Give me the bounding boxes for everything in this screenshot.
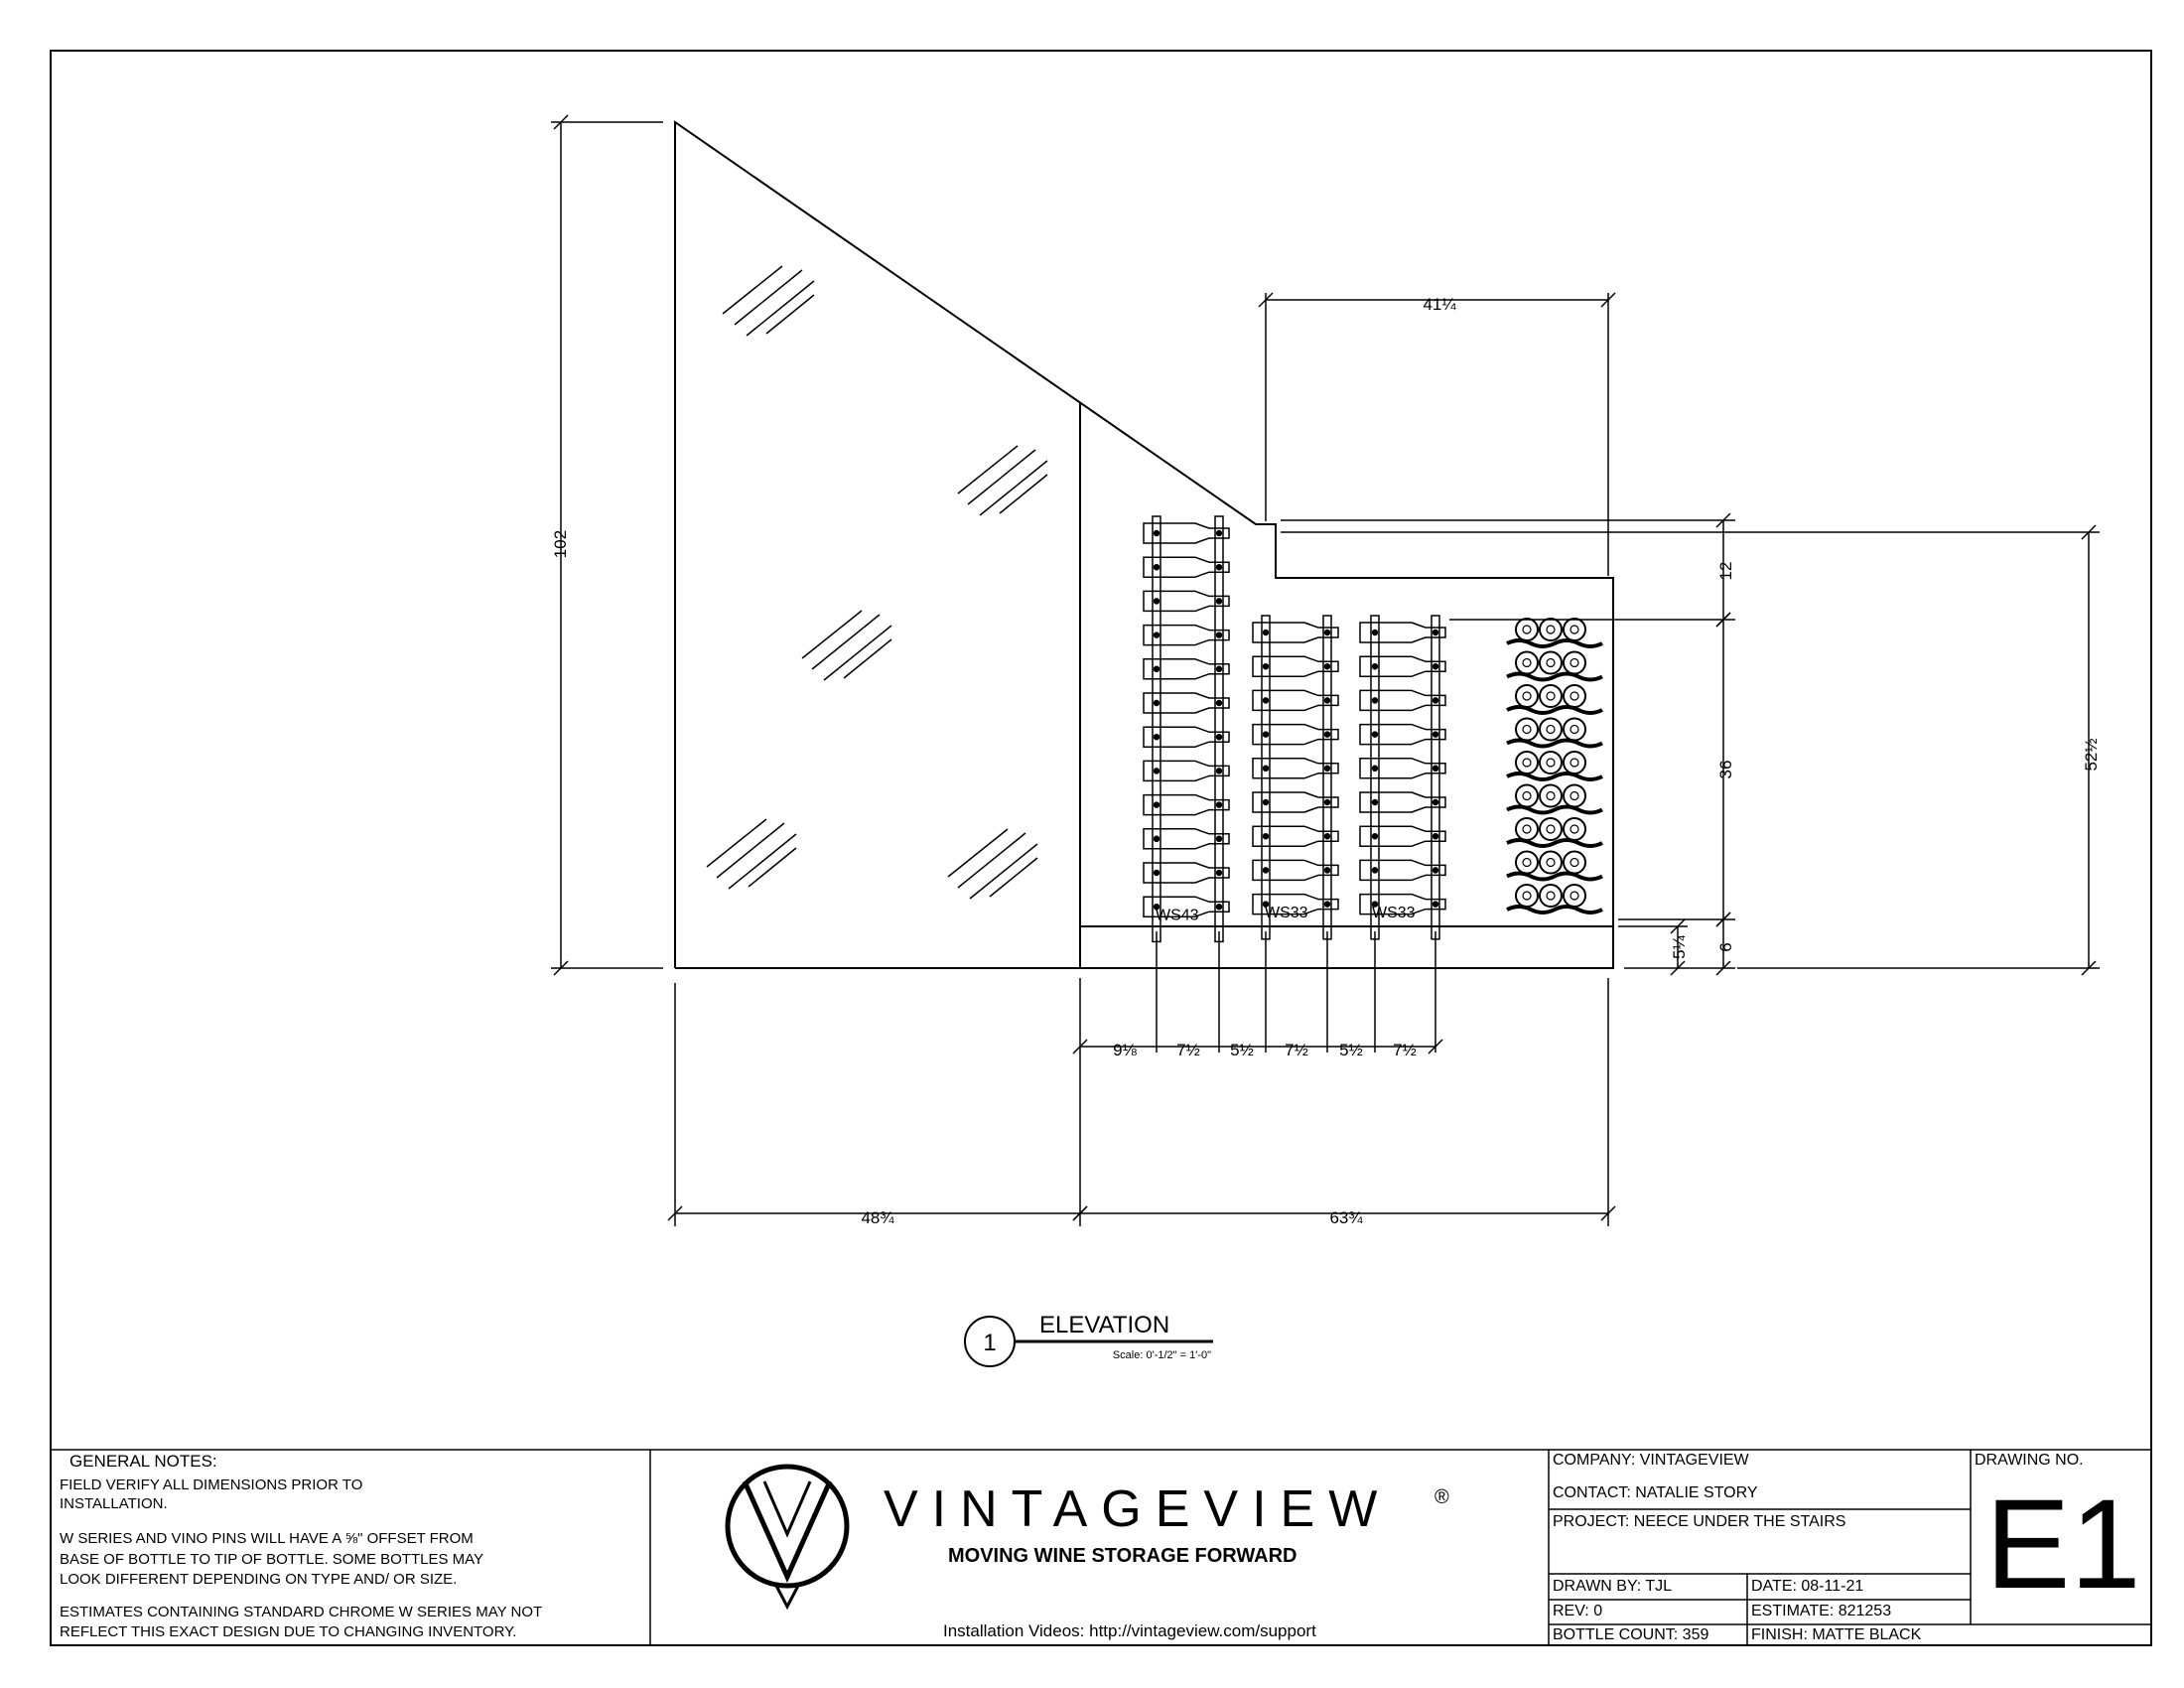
rack-pin [1325, 868, 1330, 873]
rack-pin [1433, 902, 1438, 907]
bottle-end [1564, 685, 1585, 707]
finish-field: FINISH: MATTE BLACK [1751, 1626, 1922, 1643]
bottle-end-inner [1570, 659, 1578, 667]
rack-pin [1264, 766, 1269, 771]
rack-pin [1325, 732, 1330, 737]
dim-spacing-2: 7½ [1176, 1041, 1200, 1059]
callout-scale: Scale: 0'-1/2" = 1'-0" [1112, 1349, 1211, 1361]
dim-spacing-3: 5½ [1230, 1041, 1254, 1059]
rack-pin [1217, 599, 1222, 604]
rack-pin [1217, 871, 1222, 876]
bottle-end [1564, 818, 1585, 840]
rack-pin [1433, 698, 1438, 703]
bottle-end [1540, 852, 1562, 874]
drawing-number: E1 [1985, 1474, 2141, 1616]
bottle-end-inner [1547, 759, 1555, 767]
rack-label: WS33 [1265, 904, 1308, 921]
rack-pin [1264, 834, 1269, 839]
rack-label: WS33 [1372, 904, 1416, 921]
bottle-end-inner [1570, 825, 1578, 833]
rack-pin [1217, 802, 1222, 807]
rack-pin [1433, 868, 1438, 873]
bottle-end [1540, 785, 1562, 807]
rack-pin [1155, 836, 1160, 841]
dim-right-small: 5¼ [1670, 935, 1689, 959]
bottle-end [1540, 685, 1562, 707]
rack-pin [1325, 631, 1330, 635]
cube-divider [1507, 807, 1602, 813]
bottle-end-inner [1570, 759, 1578, 767]
cube-divider [1507, 907, 1602, 913]
rack-pin [1264, 868, 1269, 873]
bottle-end [1516, 619, 1538, 640]
bottle-end-inner [1523, 892, 1531, 900]
drawing-no-label: DRAWING NO. [1975, 1452, 2084, 1469]
bottle-end [1516, 785, 1538, 807]
bottle-end [1516, 652, 1538, 674]
bottle-end [1540, 818, 1562, 840]
rev-field: REV: 0 [1553, 1603, 1603, 1619]
rack-pin [1433, 664, 1438, 669]
rack-label: WS43 [1156, 907, 1199, 924]
rack-pin [1217, 735, 1222, 740]
bottle-end [1564, 785, 1585, 807]
rack-pin [1155, 531, 1160, 536]
rack-pin [1373, 732, 1378, 737]
bottle-end-inner [1547, 792, 1555, 800]
bottle-end [1564, 652, 1585, 674]
rack-pin [1155, 802, 1160, 807]
notes-line-4: BASE OF BOTTLE TO TIP OF BOTTLE. SOME BOTTLES MAY [60, 1551, 484, 1568]
contact-field: CONTACT: NATALIE STORY [1553, 1484, 1758, 1501]
bottle-end-inner [1523, 825, 1531, 833]
bottle-end [1564, 719, 1585, 741]
bottle-count-field: BOTTLE COUNT: 359 [1553, 1626, 1709, 1643]
dim-spacing-4: 7½ [1285, 1041, 1308, 1059]
rack-pin [1155, 871, 1160, 876]
bottle-end-inner [1547, 626, 1555, 633]
wine-rack-2 [1253, 616, 1338, 939]
rack-pin [1217, 531, 1222, 536]
bottle-end-inner [1523, 659, 1531, 667]
bottle-end-inner [1547, 859, 1555, 867]
dim-spacing-1: 9⅛ [1113, 1041, 1137, 1059]
rack-pin [1155, 735, 1160, 740]
bottle-end [1516, 719, 1538, 741]
bottle-end-inner [1547, 659, 1555, 667]
bottle-end [1540, 752, 1562, 774]
registered-mark: ® [1434, 1486, 1449, 1508]
callout-title: ELEVATION [1039, 1312, 1170, 1338]
bottle-end-inner [1523, 759, 1531, 767]
rack-pin [1155, 633, 1160, 637]
rack-pin [1264, 631, 1269, 635]
project-field: PROJECT: NEECE UNDER THE STAIRS [1553, 1513, 1846, 1530]
bottle-end [1564, 619, 1585, 640]
rack-pin [1155, 666, 1160, 671]
rack-pin [1217, 701, 1222, 706]
dim-spacing-6: 7½ [1393, 1041, 1417, 1059]
dim-right-upper: 12 [1716, 561, 1735, 581]
rack-pin [1264, 732, 1269, 737]
rack-pin [1155, 769, 1160, 774]
bottle-end [1516, 685, 1538, 707]
dim-right-total: 52½ [2082, 738, 2101, 772]
notes-line-7: REFLECT THIS EXACT DESIGN DUE TO CHANGING INVENTORY. [60, 1623, 517, 1640]
bottle-end [1516, 852, 1538, 874]
wine-rack-1 [1144, 516, 1229, 941]
rack-post [1153, 516, 1160, 941]
dim-total-height: 102 [551, 529, 570, 559]
bottle-end [1564, 852, 1585, 874]
drawn-by-field: DRAWN BY: TJL [1553, 1578, 1673, 1595]
bottle-end [1516, 752, 1538, 774]
cube-divider [1507, 840, 1602, 846]
rack-pin [1325, 664, 1330, 669]
bottle-end-inner [1547, 692, 1555, 700]
bottle-end [1540, 619, 1562, 640]
bottle-end-inner [1570, 726, 1578, 734]
elevation-callout [965, 1312, 1213, 1366]
bottle-end [1540, 719, 1562, 741]
rack-pin [1373, 868, 1378, 873]
dim-right-lower: 6 [1716, 942, 1735, 952]
bottle-end-inner [1570, 792, 1578, 800]
bottle-end [1564, 885, 1585, 907]
brand-tagline: MOVING WINE STORAGE FORWARD [948, 1545, 1297, 1567]
notes-line-3: W SERIES AND VINO PINS WILL HAVE A ⅝" OFFSET FROM [60, 1530, 474, 1547]
cube-bottle-rack [1507, 619, 1602, 913]
rack-pin [1373, 800, 1378, 805]
rack-pin [1373, 664, 1378, 669]
cube-divider [1507, 640, 1602, 646]
rack-pin [1373, 631, 1378, 635]
rack-pin [1325, 698, 1330, 703]
vintageview-logo-icon [728, 1467, 847, 1607]
cube-divider [1507, 774, 1602, 779]
rack-pin [1217, 905, 1222, 910]
notes-line-5: LOOK DIFFERENT DEPENDING ON TYPE AND/ OR SIZE. [60, 1571, 458, 1588]
rack-pin [1373, 834, 1378, 839]
rack-pin [1217, 769, 1222, 774]
rack-pin [1325, 800, 1330, 805]
rack-pin [1217, 836, 1222, 841]
notes-line-6: ESTIMATES CONTAINING STANDARD CHROME W SERIES MAY NOT [60, 1604, 543, 1620]
rack-pin [1433, 732, 1438, 737]
rack-pin [1373, 766, 1378, 771]
bottle-end-inner [1547, 892, 1555, 900]
rack-pin [1217, 633, 1222, 637]
dim-top-width: 41¼ [1423, 295, 1456, 314]
notes-heading: GENERAL NOTES: [69, 1452, 217, 1471]
bottle-end-inner [1523, 859, 1531, 867]
cube-divider [1507, 874, 1602, 880]
rack-pin [1433, 766, 1438, 771]
dim-left-width: 48¾ [861, 1208, 894, 1227]
bottle-end-inner [1570, 626, 1578, 633]
brand-name: VINTAGEVIEW [884, 1480, 1392, 1538]
rack-pin [1325, 902, 1330, 907]
cube-divider [1507, 674, 1602, 680]
bottle-end-inner [1570, 892, 1578, 900]
dim-spacing-5: 5½ [1339, 1041, 1363, 1059]
rack-pin [1264, 698, 1269, 703]
bottle-end-inner [1547, 825, 1555, 833]
dim-right-width: 63¾ [1329, 1208, 1363, 1227]
rack-pin [1217, 666, 1222, 671]
bottle-end [1540, 885, 1562, 907]
cube-divider [1507, 707, 1602, 713]
rack-pin [1264, 800, 1269, 805]
bottle-end [1516, 818, 1538, 840]
bottle-end [1540, 652, 1562, 674]
rack-pin [1433, 834, 1438, 839]
rack-pin [1155, 599, 1160, 604]
callout-number: 1 [983, 1330, 997, 1356]
wine-rack-3 [1360, 616, 1445, 939]
bottle-end-inner [1523, 792, 1531, 800]
rack-pin [1433, 800, 1438, 805]
date-field: DATE: 08-11-21 [1751, 1578, 1864, 1595]
estimate-field: ESTIMATE: 821253 [1751, 1603, 1892, 1619]
bottle-end-inner [1523, 692, 1531, 700]
bottle-end-inner [1523, 626, 1531, 633]
cube-divider [1507, 741, 1602, 747]
rack-pin [1155, 565, 1160, 570]
notes-line-2: INSTALLATION. [60, 1495, 168, 1512]
bottle-end-inner [1523, 726, 1531, 734]
rack-pin [1373, 698, 1378, 703]
bottle-end [1564, 752, 1585, 774]
notes-line-1: FIELD VERIFY ALL DIMENSIONS PRIOR TO [60, 1477, 363, 1493]
rack-pin [1217, 565, 1222, 570]
company-field: COMPANY: VINTAGEVIEW [1553, 1452, 1749, 1469]
rack-pin [1155, 701, 1160, 706]
rack-pin [1325, 766, 1330, 771]
installation-videos-link[interactable]: Installation Videos: http://vintageview.com/support [943, 1621, 1316, 1640]
rack-pin [1433, 631, 1438, 635]
bottle-end-inner [1547, 726, 1555, 734]
bottle-end [1516, 885, 1538, 907]
bottle-end-inner [1570, 692, 1578, 700]
rack-pin [1325, 834, 1330, 839]
bottle-end-inner [1570, 859, 1578, 867]
dim-right-middle: 36 [1716, 760, 1735, 779]
rack-pin [1264, 664, 1269, 669]
wine-racks [1144, 516, 1445, 941]
